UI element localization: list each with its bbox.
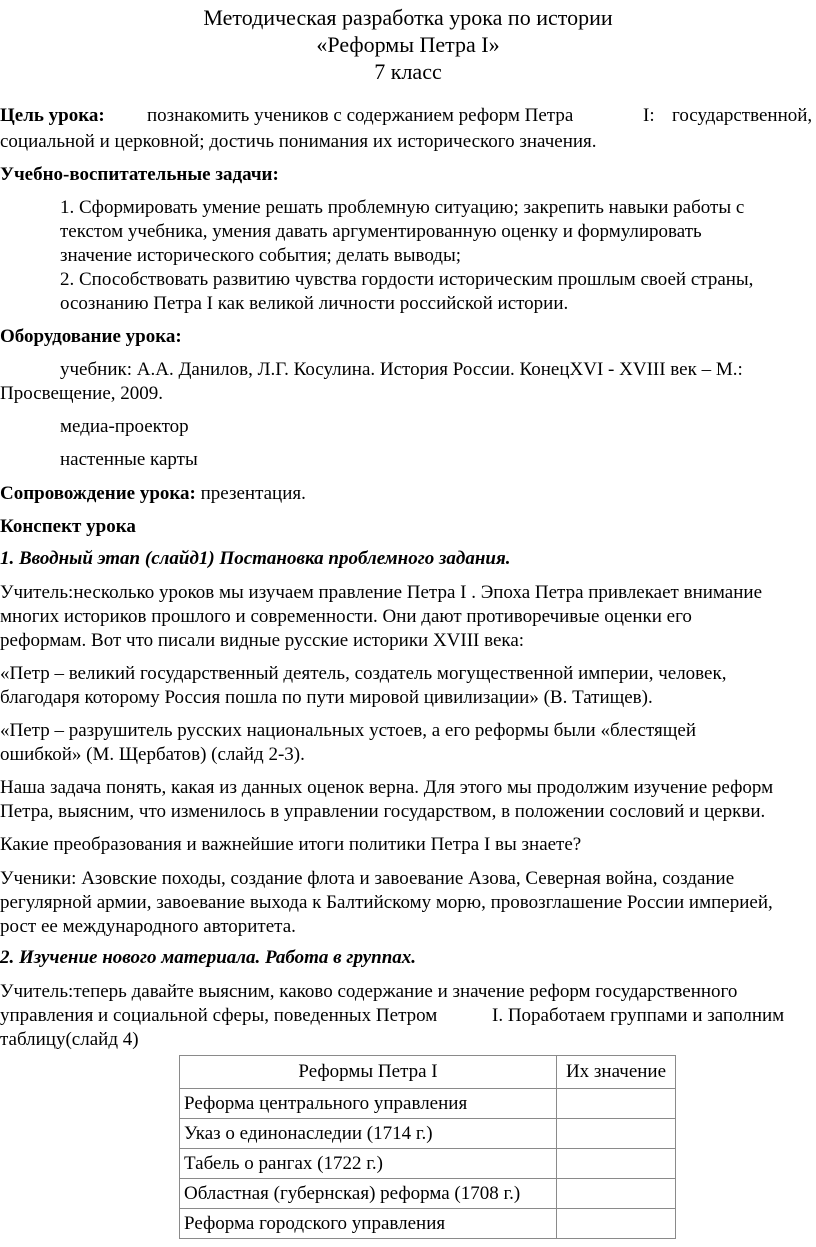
goal-text-part1: познакомить учеников с содержанием реформ Петра — [147, 105, 574, 126]
stage1-heading: 1. Вводный этап (слайд1) Постановка проблемного задания. — [0, 548, 511, 569]
column-header-reforms: Реформы Петра I — [180, 1056, 557, 1089]
document-title — [0, 4, 816, 85]
stage1-paragraph-line: Учитель:несколько уроков мы изучаем правление Петра I . Эпоха Петра привлекает внимание — [0, 582, 763, 603]
column-header-significance: Их значение — [557, 1056, 676, 1089]
tasks-line: осознанию Петра I как великой личности российской истории. — [60, 293, 569, 314]
tatishchev-quote-line: благодаря которому Россия пошла по пути мировой цивилизации» (В. Татищев). — [0, 687, 653, 708]
tasks-line: текстом учебника, умения давать аргументированную оценку и формулировать — [60, 221, 702, 242]
students-answer-line: регулярной армии, завоевание выхода к Балтийскому морю, провозглашение России империей, — [0, 892, 773, 913]
lesson-goal — [0, 103, 816, 129]
stage2-text-part2: I. Поработаем группами и заполним — [492, 1005, 785, 1026]
table-cell-reform: Областная (губернская) реформа (1708 г.) — [180, 1179, 557, 1209]
title-line-3: 7 класс — [374, 59, 442, 84]
table-cell-significance — [557, 1149, 676, 1179]
task-statement-line: Петра, выясним, что изменилось в управлении государством, в положении сословий и церкви. — [0, 801, 766, 822]
table-row — [180, 1149, 676, 1179]
equipment-textbook-line2: Просвещение, 2009. — [0, 383, 164, 404]
goal-text-part2: I: — [643, 105, 655, 126]
table-cell-reform: Реформа городского управления — [180, 1209, 557, 1239]
equipment-projector: медиа-проектор — [60, 416, 189, 437]
table-cell-reform: Табель о рангах (1722 г.) — [180, 1149, 557, 1179]
equipment-textbook: учебник: А.А. Данилов, Л.Г. Косулина. История России. КонецXVI - XVIII век – М.: — [60, 359, 743, 380]
students-answer-line: рост ее международного авторитета. — [0, 916, 296, 937]
table-cell-significance — [557, 1089, 676, 1119]
support-label: Сопровождение урока: — [0, 483, 196, 504]
shcherbatov-quote-line: ошибкой» (М. Щербатов) (слайд 2-3). — [0, 744, 305, 765]
stage1-paragraph-line: многих историков прошлого и современности. Они дают противоречивые оценки его — [0, 606, 692, 627]
task-statement-line: Наша задача понять, какая из данных оценок верна. Для этого мы продолжим изучение реформ — [0, 777, 774, 798]
tatishchev-quote-line: «Петр – великий государственный деятель, создатель могущественной империи, человек, — [0, 663, 727, 684]
tasks-line: 2. Способствовать развитию чувства гордости историческим прошлым своей страны, — [60, 269, 754, 290]
tasks-line: 1. Сформировать умение решать проблемную ситуацию; закрепить навыки работы с — [60, 197, 745, 218]
tasks-line: значение исторического события; делать выводы; — [60, 245, 461, 266]
stage2-paragraph-line — [0, 1003, 816, 1029]
table-header-row — [180, 1056, 676, 1089]
summary-label: Конспект урока — [0, 516, 136, 537]
support-text: презентация. — [195, 483, 306, 504]
stage2-text-part1: управления и социальной сферы, поведенных Петром — [0, 1005, 438, 1026]
table-cell-significance — [557, 1119, 676, 1149]
table-cell-reform: Указ о единонаследии (1714 г.) — [180, 1119, 557, 1149]
equipment-label: Оборудование урока: — [0, 326, 182, 347]
goal-label: Цель урока: — [0, 105, 105, 126]
equipment-maps: настенные карты — [60, 449, 198, 470]
table-row — [180, 1089, 676, 1119]
teacher-question: Какие преобразования и важнейшие итоги политики Петра I вы знаете? — [0, 834, 582, 855]
stage1-paragraph-line: реформам. Вот что писали видные русские историки XVIII века: — [0, 630, 525, 651]
lesson-support — [0, 481, 816, 507]
table-cell-significance — [557, 1209, 676, 1239]
table-cell-reform: Реформа центрального управления — [180, 1089, 557, 1119]
title-line-2: «Реформы Петра I» — [316, 32, 500, 57]
stage2-paragraph-line: Учитель:теперь давайте выясним, каково содержание и значение реформ государственного — [0, 981, 738, 1002]
table-row — [180, 1209, 676, 1239]
students-answer-line: Ученики: Азовские походы, создание флота и завоевание Азова, Северная война, создание — [0, 868, 735, 889]
stage2-paragraph-line: таблицу(слайд 4) — [0, 1029, 139, 1050]
goal-text-part3: государственной, — [672, 105, 813, 126]
title-line-1: Методическая разработка урока по истории — [203, 5, 613, 30]
reforms-table — [179, 1055, 676, 1239]
table-row — [180, 1119, 676, 1149]
shcherbatov-quote-line: «Петр – разрушитель русских национальных устоев, а его реформы были «блестящей — [0, 720, 697, 741]
stage2-heading: 2. Изучение нового материала. Работа в группах. — [0, 947, 417, 968]
table-row — [180, 1179, 676, 1209]
table-cell-significance — [557, 1179, 676, 1209]
tasks-label: Учебно-воспитательные задачи: — [0, 164, 279, 185]
goal-text-line2: социальной и церковной; достичь понимания их исторического значения. — [0, 131, 597, 152]
